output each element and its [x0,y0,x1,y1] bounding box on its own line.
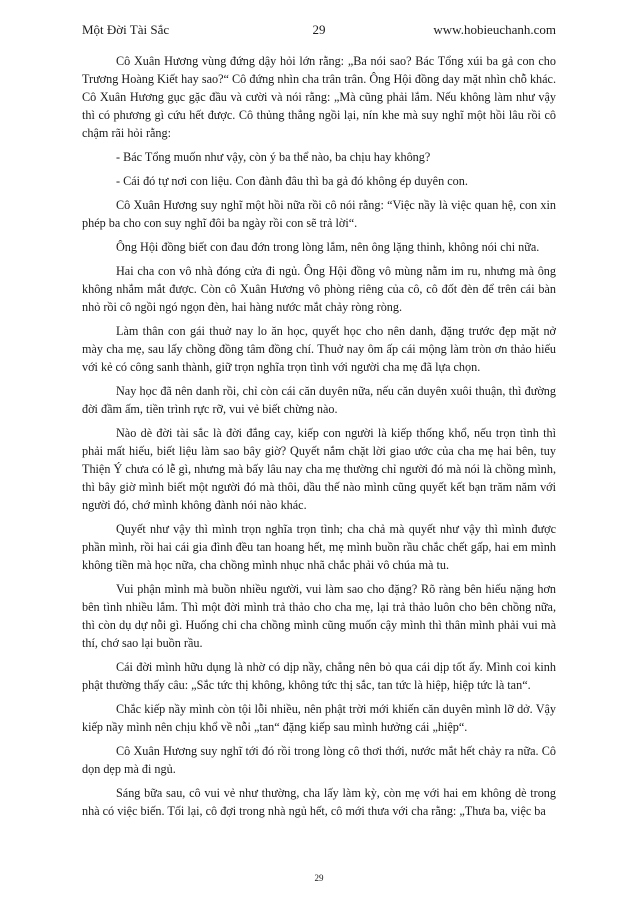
book-title: Một Đời Tài Sắc [82,22,170,37]
paragraph: Sáng bữa sau, cô vui vẻ như thường, cha lấy làm kỳ, còn mẹ với hai em không dè trong nhà có việc biến. Tối lại, cô đợi trong nhà ngủ hết, cô mới thưa với cha rằng: „Thưa ba, việc ba [82,786,556,818]
paragraph: Ông Hội đồng biết con đau đớn trong lòng lắm, nên ông lặng thinh, không nói chi nữa. [116,240,540,254]
paragraph: Nay học đã nên danh rồi, chỉ còn cái căn duyên nữa, nếu căn duyên xuôi thuận, thì đường đời đầm ấm, tiền trình rực rỡ, vui vẻ biết chừng nào. [82,384,556,416]
header-page-number: 29 [312,22,326,37]
paragraph: Làm thân con gái thuở nay lo ăn học, quyết học cho nên danh, đặng trước đẹp mặt nở mày cha mẹ, sau lấy chồng đồng tâm đồng chí. Thuở nay ôm ấp cái mộng làm tròn ơn thảo hiếu với kẻ có công sanh thành, giữ trọn nghĩa trọn tình với người cha mẹ đã lựa chọn. [82,324,556,374]
page-body [82,52,556,826]
paragraph: Quyết như vậy thì mình trọn nghĩa trọn tình; cha chả mà quyết như vậy thì mình được phần mình, rồi hai cái gia đình đều tan hoang hết, mẹ mình buồn rầu chắc chết gấp, hai em mình không tiền mà học nữa, cha chồng mình nhục nhã chắc phải vô chúa mà tu. [82,522,556,572]
dialogue-line: - Bác Tổng muốn như vậy, còn ý ba thể nào, ba chịu hay không? [116,150,431,164]
paragraph: Vui phận mình mà buồn nhiều người, vui làm sao cho đặng? Rõ ràng bên hiếu nặng hơn bên tình nhiều lắm. Thì một đời mình trả thảo cho cha mẹ, lại trả thảo luôn cho bên chồng nữa, thì còn dụ dự nỗi gì. Huống chi cha chồng mình cũng muốn cậy mình thì thân mình phải vui mà thí, chớ sao lại buồn rầu. [82,582,556,650]
page-header [82,20,556,40]
paragraph: Cái đời mình hữu dụng là nhờ có dịp nầy, chẳng nên bỏ qua cái dịp tốt ấy. Mình coi kinh phật thường thấy câu: „Sắc tức thị không, không tức thị sắc, tan tức là hiệp, hiệp tức là tan“. [82,660,556,692]
paragraph: Cô Xuân Hương suy nghĩ một hồi nữa rồi cô nói rằng: “Việc nầy là việc quan hệ, con xin phép ba cho con suy nghĩ đôi ba ngày rồi con sẽ trả lời“. [82,198,556,230]
paragraph: Cô Xuân Hương suy nghĩ tới đó rồi trong lòng cô thơi thới, nước mắt hết chảy ra nữa. Cô dọn dẹp mà đi ngủ. [82,744,556,776]
footer-page-number: 29 [314,873,324,883]
paragraph: Hai cha con vô nhà đóng cửa đi ngủ. Ông Hội đồng vô mùng nằm im ru, nhưng mà ông không nhắm mắt được. Còn cô Xuân Hương vô phòng riêng của cô, cô đốt đèn để trên cái bàn nhỏ rồi cô ngồi ngó ngọn đèn, hai hàng nước mắt chảy ròng ròng. [82,264,556,314]
paragraph: Chắc kiếp nầy mình còn tội lỗi nhiều, nên phật trời mới khiến căn duyên mình lỡ dở. Vậy kiếp nầy mình nên chịu khổ về nỗi „tan“ đặng kiếp sau mình hưởng cái „hiệp“. [82,702,556,734]
dialogue-line: - Cái đó tự nơi con liệu. Con đành đâu thì ba gả đó không ép duyên con. [116,174,468,188]
paragraph: Cô Xuân Hương vùng đứng dậy hỏi lớn rằng: „Ba nói sao? Bác Tổng xúi ba gả con cho Trương Hoàng Kiết hay sao?“ Cô đứng nhìn cha trân trân. Ông Hội đồng day mặt nhìn chỗ khác. Cô Xuân Hương gục gặc đầu và cười và nói rằng: „Mà cũng phải lắm. Nếu không làm như vậy thì có phương gì cứu hết được. Cô thủng thẳng ngồi lại, nín khe mà suy nghĩ một hồi lâu rồi cô chậm rãi hỏi rằng: [82,54,556,140]
paragraph: Nào dè đời tài sắc là đời đắng cay, kiếp con người là kiếp thống khổ, nếu trọn tình thì phải mất hiếu, biết liệu làm sao bây giờ? Quyết nắm chặt lời giao ước của cha mẹ hai bên, tuy Thiện Ý chưa có lễ gì, nhưng mà bấy lâu nay cha mẹ thường chỉ người đó mà nói là chồng mình, thì bây giờ mình biết một người đó mà thôi, dầu thế nào mình cũng quyết kết bạn trăm năm với người đó, chớ mình không đành nói nào khác. [82,426,556,512]
website-url: www.hobieuchanh.com [433,22,556,37]
